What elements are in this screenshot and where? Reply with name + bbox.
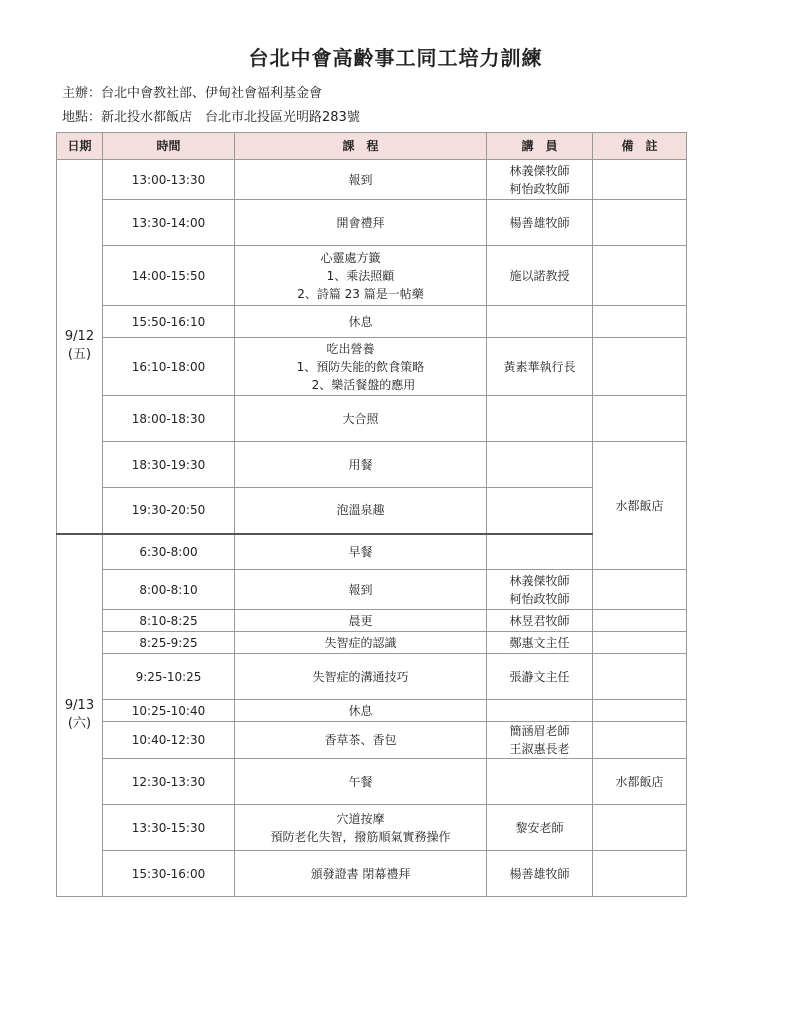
course-title: 心靈處方籤	[320, 250, 381, 265]
speaker-name: 柯怡政牧師	[509, 181, 570, 196]
speaker-name: 林義傑牧師	[509, 163, 570, 178]
note-cell	[593, 338, 687, 396]
speaker-name: 柯怡政牧師	[509, 591, 570, 606]
date-label: 9/13	[64, 698, 95, 714]
note-cell	[593, 610, 687, 632]
table-row	[57, 246, 687, 306]
course-cell: 失智症的溝通技巧	[235, 654, 487, 700]
speaker-cell	[487, 759, 593, 805]
note-cell	[593, 700, 687, 722]
table-row	[57, 722, 687, 759]
course-title: 穴道按摩	[336, 811, 385, 826]
table-row	[57, 632, 687, 654]
course-cell: 休息	[235, 306, 487, 338]
note-cell	[593, 722, 687, 759]
time-cell: 18:30-19:30	[103, 442, 235, 488]
table-header-row	[57, 133, 687, 160]
table-row	[57, 805, 687, 851]
table-row	[57, 851, 687, 897]
col-header-date: 日期	[57, 133, 103, 160]
organizer-line: 主辦：台北中會教社部、伊甸社會福利基金會	[62, 86, 323, 101]
time-cell: 9:25-10:25	[103, 654, 235, 700]
speaker-cell: 楊善雄牧師	[487, 851, 593, 897]
course-cell: 頒發證書 閉幕禮拜	[235, 851, 487, 897]
course-cell	[235, 338, 487, 396]
course-cell: 午餐	[235, 759, 487, 805]
date-label: 9/12	[64, 329, 95, 345]
time-cell: 8:00-8:10	[103, 570, 235, 610]
course-cell: 用餐	[235, 442, 487, 488]
time-cell: 10:25-10:40	[103, 700, 235, 722]
table-row	[57, 442, 687, 488]
table-row	[57, 160, 687, 200]
time-cell: 13:30-14:00	[103, 200, 235, 246]
speaker-cell	[487, 700, 593, 722]
table-row	[57, 610, 687, 632]
note-cell	[593, 160, 687, 200]
note-cell	[593, 396, 687, 442]
speaker-cell	[487, 722, 593, 759]
course-cell: 泡溫泉趣	[235, 488, 487, 534]
speaker-cell: 黎安老師	[487, 805, 593, 851]
time-cell: 13:00-13:30	[103, 160, 235, 200]
table-row	[57, 338, 687, 396]
table-row	[57, 654, 687, 700]
note-cell	[593, 570, 687, 610]
time-cell: 14:00-15:50	[103, 246, 235, 306]
speaker-cell	[487, 570, 593, 610]
note-cell	[593, 851, 687, 897]
speaker-cell	[487, 534, 593, 570]
time-cell: 18:00-18:30	[103, 396, 235, 442]
note-cell	[593, 246, 687, 306]
course-subitem: 2、詩篇 23 篇是一帖藥	[297, 286, 424, 301]
speaker-cell: 黃素華執行長	[487, 338, 593, 396]
course-cell: 休息	[235, 700, 487, 722]
note-cell	[593, 654, 687, 700]
note-cell	[593, 632, 687, 654]
time-cell: 8:10-8:25	[103, 610, 235, 632]
time-cell: 8:25-9:25	[103, 632, 235, 654]
time-cell: 13:30-15:30	[103, 805, 235, 851]
date-cell	[57, 160, 103, 534]
table-row	[57, 488, 687, 534]
note-cell: 水都飯店	[593, 759, 687, 805]
table-row	[57, 306, 687, 338]
col-header-note: 備 註	[593, 133, 687, 160]
time-cell: 16:10-18:00	[103, 338, 235, 396]
course-cell: 大合照	[235, 396, 487, 442]
table-row	[57, 570, 687, 610]
col-header-course: 課 程	[235, 133, 487, 160]
course-cell: 早餐	[235, 534, 487, 570]
speaker-cell: 鄭惠文主任	[487, 632, 593, 654]
time-cell: 15:30-16:00	[103, 851, 235, 897]
speaker-cell	[487, 442, 593, 488]
course-subitem: 1、乘法照顧	[326, 268, 395, 283]
table-row	[57, 759, 687, 805]
date-cell	[57, 534, 103, 897]
col-header-speaker: 講 員	[487, 133, 593, 160]
course-subitem: 1、預防失能的飲食策略	[296, 359, 425, 374]
course-cell: 開會禮拜	[235, 200, 487, 246]
speaker-cell	[487, 160, 593, 200]
course-subitem: 2、樂活餐盤的應用	[311, 377, 416, 392]
speaker-cell: 張瀞文主任	[487, 654, 593, 700]
weekday-label: (六)	[67, 716, 92, 732]
speaker-cell: 林昱君牧師	[487, 610, 593, 632]
note-cell	[593, 200, 687, 246]
time-cell: 12:30-13:30	[103, 759, 235, 805]
speaker-cell: 楊善雄牧師	[487, 200, 593, 246]
course-cell: 晨更	[235, 610, 487, 632]
speaker-cell	[487, 488, 593, 534]
speaker-cell	[487, 306, 593, 338]
page-title: 台北中會高齡事工同工培力訓練	[248, 46, 543, 70]
note-cell	[593, 805, 687, 851]
note-cell	[593, 306, 687, 338]
schedule-table	[56, 132, 687, 897]
table-row	[57, 700, 687, 722]
speaker-name: 林義傑牧師	[509, 573, 570, 588]
time-cell: 6:30-8:00	[103, 534, 235, 570]
course-cell	[235, 805, 487, 851]
course-cell: 報到	[235, 570, 487, 610]
course-cell: 失智症的認識	[235, 632, 487, 654]
table-row	[57, 534, 687, 570]
time-cell: 19:30-20:50	[103, 488, 235, 534]
time-cell: 10:40-12:30	[103, 722, 235, 759]
speaker-cell	[487, 396, 593, 442]
speaker-name: 王淑惠長老	[509, 742, 570, 756]
location-line: 地點：新北投水都飯店 台北市北投區光明路283號	[62, 110, 360, 125]
speaker-name: 簡涵眉老師	[509, 724, 570, 738]
col-header-time: 時間	[103, 133, 235, 160]
course-subitem: 預防老化失智，撥筋順氣實務操作	[270, 829, 451, 844]
table-row	[57, 200, 687, 246]
table-row	[57, 396, 687, 442]
speaker-cell: 施以諾教授	[487, 246, 593, 306]
course-cell: 香草茶、香包	[235, 722, 487, 759]
course-cell	[235, 246, 487, 306]
weekday-label: (五)	[67, 347, 92, 363]
time-cell: 15:50-16:10	[103, 306, 235, 338]
note-cell: 水都飯店	[593, 442, 687, 570]
course-cell: 報到	[235, 160, 487, 200]
course-title: 吃出營養	[326, 341, 375, 356]
